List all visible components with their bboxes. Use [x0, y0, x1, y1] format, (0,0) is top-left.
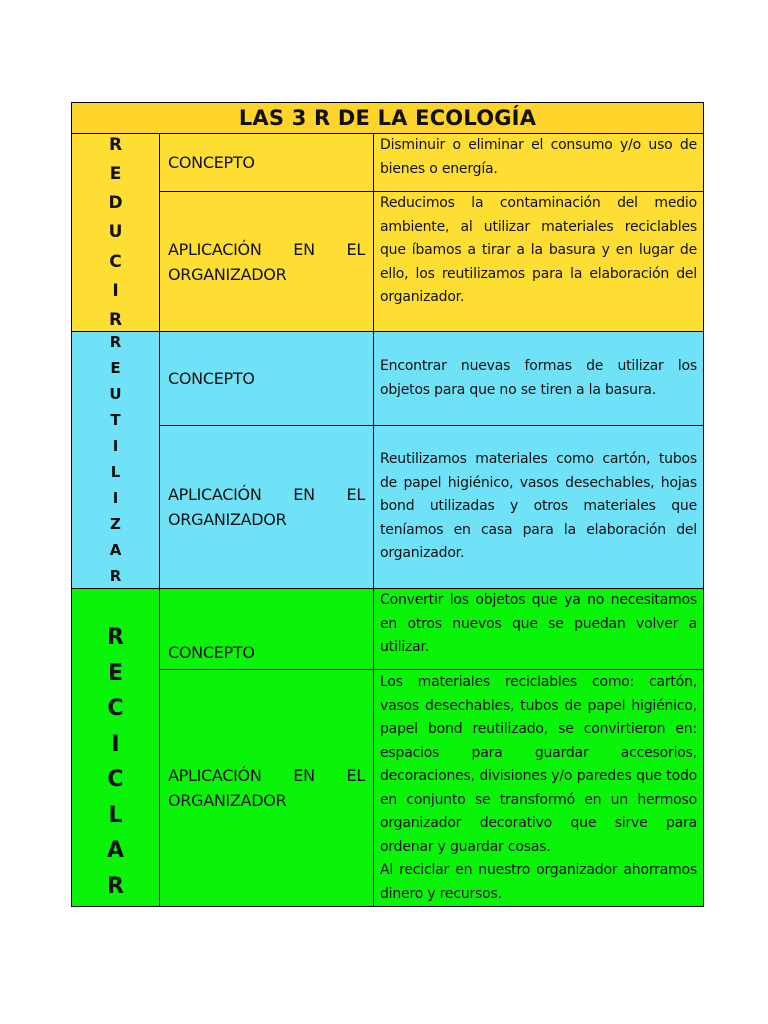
letter: L	[108, 802, 123, 828]
aplicacion-text: Los materiales reciclables como: cartón, vasos desechables, tubos de papel higiénico, papel bond reutilizado, se convirtieron en: espacios para guardar accesorios, decoraciones, divisiones y/o paredes que todo en conjunto se transformó en un hermoso organizador decorativo que sirve para ordenar y guardar cosas. Al reciclar en nuestro organizador ahorramos dinero y recursos.	[380, 674, 697, 902]
concepto-label: CONCEPTO	[160, 332, 374, 425]
letter: L	[110, 463, 121, 481]
concepto-label: CONCEPTO	[160, 589, 374, 669]
letter: R	[108, 309, 123, 330]
aplicacion-label: APLICACIÓN EN EL ORGANIZADOR	[160, 670, 374, 906]
letter: I	[112, 437, 119, 455]
vertical-word-reutilizar	[72, 332, 160, 588]
row-aplicacion	[160, 670, 703, 906]
concepto-text: Disminuir o eliminar el consumo y/o uso de bienes o energía.	[380, 137, 697, 177]
letter: A	[109, 541, 122, 559]
table-title: LAS 3 R DE LA ECOLOGÍA	[72, 103, 703, 134]
letter: E	[109, 164, 122, 185]
letter: A	[106, 838, 125, 864]
concepto-text: Convertir los objetos que ya no necesitamos en otros nuevos que se puedan volver a utilizar.	[380, 592, 697, 655]
concepto-label: CONCEPTO	[160, 134, 374, 191]
aplicacion-label: APLICACIÓN EN EL ORGANIZADOR	[160, 192, 374, 331]
section-reutilizar	[72, 332, 703, 589]
row-concepto	[160, 589, 703, 670]
aplicacion-text: Reutilizamos materiales como cartón, tubos de papel higiénico, vasos desechables, hojas bond utilizadas y otros materiales que teníamos en casa para la elaboración del organizador.	[380, 451, 697, 562]
aplicacion-text: Reducimos la contaminación del medio ambiente, al utilizar materiales reciclables que íbamos a tirar a la basura y en lugar de ello, los reutilizamos para la elaboración del organizador.	[380, 195, 697, 305]
letter: I	[111, 731, 120, 757]
letter: U	[108, 222, 123, 243]
letter: I	[112, 280, 119, 301]
section-reducir	[72, 134, 703, 332]
letter: U	[109, 385, 122, 403]
row-concepto	[160, 134, 703, 192]
letter: R	[107, 625, 124, 650]
letter: C	[107, 767, 124, 793]
section-reciclar	[72, 589, 703, 906]
letter: E	[110, 359, 121, 377]
row-concepto	[160, 332, 703, 426]
row-aplicacion	[160, 192, 703, 331]
letter: D	[108, 193, 123, 214]
concepto-text: Encontrar nuevas formas de utilizar los objetos para que no se tiren a la basura.	[380, 358, 697, 398]
vertical-word-reciclar	[72, 589, 160, 906]
letter: I	[112, 489, 119, 507]
letter: R	[107, 873, 124, 899]
ecology-table	[71, 102, 704, 907]
letter: R	[109, 567, 122, 585]
vertical-word-reducir	[72, 134, 160, 331]
letter: C	[107, 696, 124, 722]
letter: T	[110, 411, 121, 429]
letter: C	[109, 251, 122, 272]
letter: E	[107, 660, 124, 686]
aplicacion-label: APLICACIÓN EN EL ORGANIZADOR	[160, 426, 374, 588]
letter: R	[108, 135, 123, 155]
letter: R	[109, 333, 122, 351]
row-aplicacion	[160, 426, 703, 588]
letter: Z	[110, 515, 121, 533]
